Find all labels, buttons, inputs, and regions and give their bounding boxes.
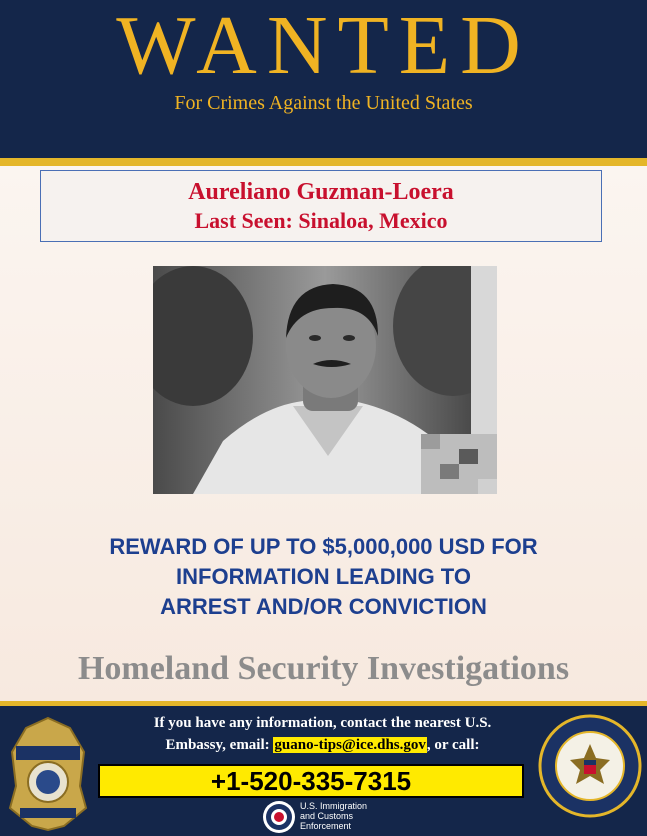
reward-line-2: INFORMATION LEADING TO (176, 564, 471, 589)
tip-phone-number[interactable]: +1-520-335-7315 (98, 764, 524, 798)
ice-label (300, 801, 367, 831)
wanted-subtitle: For Crimes Against the United States (174, 92, 473, 114)
ice-seal-icon (262, 800, 296, 834)
agency-name: Homeland Security Investigations (77, 650, 570, 687)
department-of-state-seal-icon (538, 714, 642, 818)
gold-divider-top (0, 158, 647, 166)
contact-email-link[interactable]: guano-tips@ice.dhs.gov (274, 737, 426, 753)
subject-name: Aureliano Guzman-Loera (188, 179, 454, 205)
ice-line-1: U.S. Immigration (300, 801, 368, 811)
contact-prefix: Embassy, email: (165, 737, 274, 753)
wanted-title: WANTED (116, 0, 531, 92)
subject-photo-image (153, 266, 497, 494)
ice-line-3: Enforcement (300, 821, 352, 831)
contact-line-2 (120, 734, 525, 756)
contact-line-1: If you have any information, contact the nearest U.S. (153, 715, 492, 731)
reward-text (0, 532, 647, 622)
reward-line-1: REWARD OF UP TO $5,000,000 USD FOR (109, 534, 538, 559)
subject-photo (153, 266, 497, 494)
reward-line-3: ARREST AND/OR CONVICTION (160, 594, 487, 619)
subject-last-seen: Last Seen: Sinaloa, Mexico (194, 208, 448, 233)
subject-name-box (40, 170, 602, 242)
ice-line-2: and Customs (300, 811, 354, 821)
contact-info (120, 712, 525, 756)
hsi-badge-icon (8, 716, 88, 832)
contact-suffix: , or call: (426, 737, 480, 753)
